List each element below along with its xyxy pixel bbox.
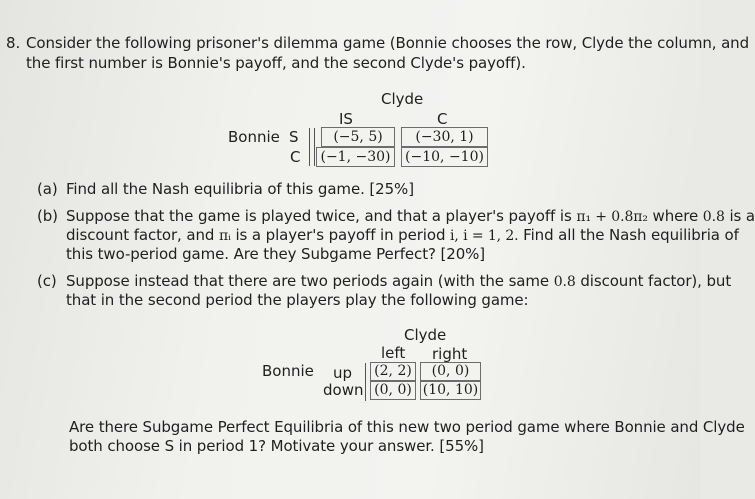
- part-b-line1-text-b: where: [652, 207, 699, 225]
- part-c-line1-text-a: Suppose instead that there are two periods again (with the same: [66, 272, 550, 290]
- part-b-label: (b): [37, 207, 58, 225]
- game1-row-label-2: C: [290, 148, 301, 166]
- game1-cell-c-is: (−1, −30): [316, 147, 395, 167]
- game2-left-border: [365, 363, 366, 401]
- game2-cell-down-left: (0, 0): [370, 381, 416, 400]
- part-b-line1-math2: 0.8: [702, 209, 725, 225]
- game2-row-label-1: up: [333, 364, 353, 382]
- closing-line1: Are there Subgame Perfect Equilibria of this new two period game where Bonnie and Clyde: [69, 418, 745, 436]
- part-b-line2-text-a: discount factor, and: [66, 226, 215, 244]
- question-intro-line1: Consider the following prisoner's dilemma game (Bonnie chooses the row, Clyde the column, and: [26, 34, 749, 52]
- game2-column-label-2: right: [432, 345, 468, 363]
- game1-row-player: Bonnie: [228, 128, 280, 146]
- part-b-line1-math: π₁ + 0.8π₂: [576, 209, 648, 225]
- game2-cell-up-right: (0, 0): [420, 362, 481, 381]
- game1-column-label-1: IS: [339, 110, 353, 128]
- game2-cell-down-right: (10, 10): [420, 381, 481, 400]
- game1-left-border-inner: [314, 128, 315, 166]
- part-b-line2-math: πᵢ: [218, 228, 231, 244]
- part-b-line2-text-b: is a player's payoff in period: [235, 226, 446, 244]
- part-c-line1-text-b: discount factor), but: [580, 272, 732, 290]
- game1-row-label-1: S: [289, 128, 299, 146]
- game2-column-label-1: left: [381, 344, 406, 362]
- part-a-label: (a): [37, 180, 58, 198]
- part-c-line1-math: 0.8: [553, 274, 576, 290]
- question-intro-line2: the first number is Bonnie's payoff, and the second Clyde's payoff).: [26, 54, 526, 72]
- part-b-line1: [66, 207, 755, 225]
- part-b-line1-text-a: Suppose that the game is played twice, and that a player's payoff is: [66, 207, 572, 225]
- closing-line2: both choose S in period 1? Motivate your answer. [55%]: [69, 437, 484, 455]
- game2-row-player: Bonnie: [262, 362, 314, 380]
- game1-cell-c-c: (−10, −10): [401, 147, 488, 167]
- part-c-label: (c): [37, 272, 57, 290]
- question-number: 8.: [6, 34, 21, 52]
- part-b-line2: [66, 226, 739, 244]
- part-c-line1: [66, 272, 731, 290]
- part-b-line1-text-c: is a: [729, 207, 755, 225]
- game1-column-player: Clyde: [381, 90, 424, 108]
- part-c-line2: that in the second period the players play the following game:: [66, 291, 529, 309]
- part-b-line3: this two-period game. Are they Subgame Perfect? [20%]: [66, 245, 486, 263]
- game2-column-player: Clyde: [404, 326, 447, 344]
- part-a-text: Find all the Nash equilibria of this game. [25%]: [66, 180, 414, 198]
- game1-cell-s-is: (−5, 5): [321, 127, 395, 147]
- game1-column-label-2: C: [437, 110, 448, 128]
- part-b-line2-math2: i, i = 1, 2.: [450, 228, 519, 244]
- game2-cell-up-left: (2, 2): [370, 362, 416, 381]
- game2-row-label-2: down: [323, 381, 364, 399]
- part-b-line2-text-c: Find all the Nash equilibria of: [523, 226, 739, 244]
- game1-cell-s-c: (−30, 1): [401, 127, 488, 147]
- game1-left-border: [309, 128, 310, 166]
